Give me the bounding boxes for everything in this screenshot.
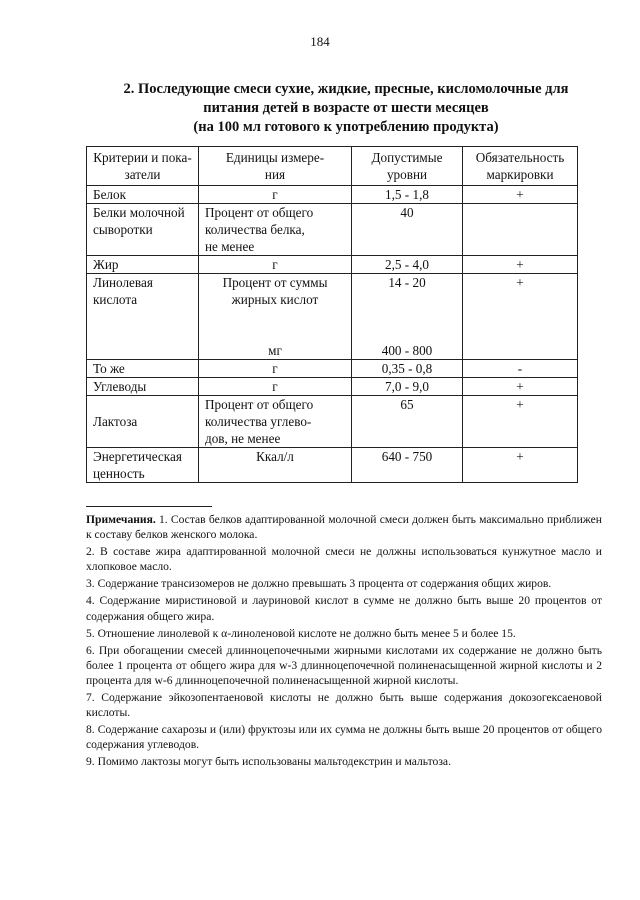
note-4: 4. Содержание миристиновой и лауриновой кислот в сумме не должно быть выше 20 процентов от содержания общего жира. [86,594,602,623]
cell-level: 65 [352,396,463,448]
header-labeling: Обязательность маркировки [463,147,578,186]
cell-criteria: Белки молочной сыворотки [87,204,199,256]
cell-level: 2,5 - 4,0 [352,256,463,274]
table-row-protein [87,186,578,204]
table-row-energy [87,448,578,483]
section-heading [96,80,596,137]
cell-unit: Процент от общего количества белка, не менее [199,204,352,256]
heading-line-3: (на 100 мл готового к употреблению продукта) [193,119,499,135]
cell-level: 640 - 750 [352,448,463,483]
cell-level: 1,5 - 1,8 [352,186,463,204]
cell-criteria: Белок [87,186,199,204]
cell-criteria: То же [87,360,199,378]
cell-criteria: Энергетическая ценность [87,448,199,483]
cell-mark: + [463,396,578,448]
header-levels: Допустимые уровни [352,147,463,186]
cell-unit: Ккал/л [199,448,352,483]
notes-label: Примечания. [86,513,156,526]
criteria-table [86,146,578,483]
note-8: 8. Содержание сахарозы и (или) фруктозы или их сумма не должны быть выше 20 процентов от общего содержания углеводов. [86,723,602,752]
cell-criteria: Жир [87,256,199,274]
cell-mark: + [463,186,578,204]
cell-mark: + [463,256,578,274]
cell-unit: Процент от суммы жирных кислот мг [199,274,352,360]
table-row-same [87,360,578,378]
cell-unit: г [199,256,352,274]
cell-level: 40 [352,204,463,256]
cell-unit: Процент от общего количества углево- дов, не менее [199,396,352,448]
cell-mark [463,204,578,256]
cell-level: 0,35 - 0,8 [352,360,463,378]
cell-criteria: Лактоза [87,396,199,448]
heading-line-1: 2. Последующие смеси сухие, жидкие, пресные, кисломолочные для [123,81,569,97]
cell-level: 14 - 20 400 - 800 [352,274,463,360]
note-9: 9. Помимо лактозы могут быть использованы мальтодекстрин и мальтоза. [86,755,451,769]
table-header-row [87,147,578,186]
cell-unit: г [199,360,352,378]
note-2: 2. В составе жира адаптированной молочной смеси не должны использоваться кунжутное масло и хлопковое масло. [86,545,602,574]
cell-criteria: Линолевая кислота [87,274,199,360]
table-row-linoleic [87,274,578,360]
table-row-fat [87,256,578,274]
cell-mark: + [463,378,578,396]
cell-criteria: Углеводы [87,378,199,396]
note-1: Примечания. 1. Состав белков адаптированной молочной смеси должен быть максимально приближен к составу белков женского молока. [86,513,602,542]
page-number: 184 [310,34,330,49]
table-row-lactose [87,396,578,448]
cell-unit: г [199,186,352,204]
header-units: Единицы измере- ния [199,147,352,186]
cell-level: 7,0 - 9,0 [352,378,463,396]
notes-section [86,512,602,772]
note-5: 5. Отношение линолевой к α-линоленовой кислоте не должно быть менее 5 и более 15. [86,626,516,640]
note-6: 6. При обогащении смесей длинноцепочечными жирными кислотами их содержание не должно быть более 1 процента от общего жира для w-3 длинноцепочечной полиненасыщенной жирной кислоты и 2 процента для w-6 длинноцепочечной полиненасыщенной жирной кислоты. [86,643,602,687]
header-criteria: Критерии и пока- затели [87,147,199,186]
note-7: 7. Содержание эйкозопентаеновой кислоты не должно быть выше содержания докозогексаеновой кислоты. [86,691,602,720]
table-row-carbs [87,378,578,396]
cell-mark: - [463,360,578,378]
notes-divider [86,506,212,507]
cell-mark: + [463,448,578,483]
cell-mark: + [463,274,578,360]
cell-unit: г [199,378,352,396]
table-row-whey [87,204,578,256]
heading-line-2: питания детей в возрасте от шести месяцев [203,100,489,116]
note-3: 3. Содержание трансизомеров не должно превышать 3 процента от содержания общих жиров. [86,577,552,591]
